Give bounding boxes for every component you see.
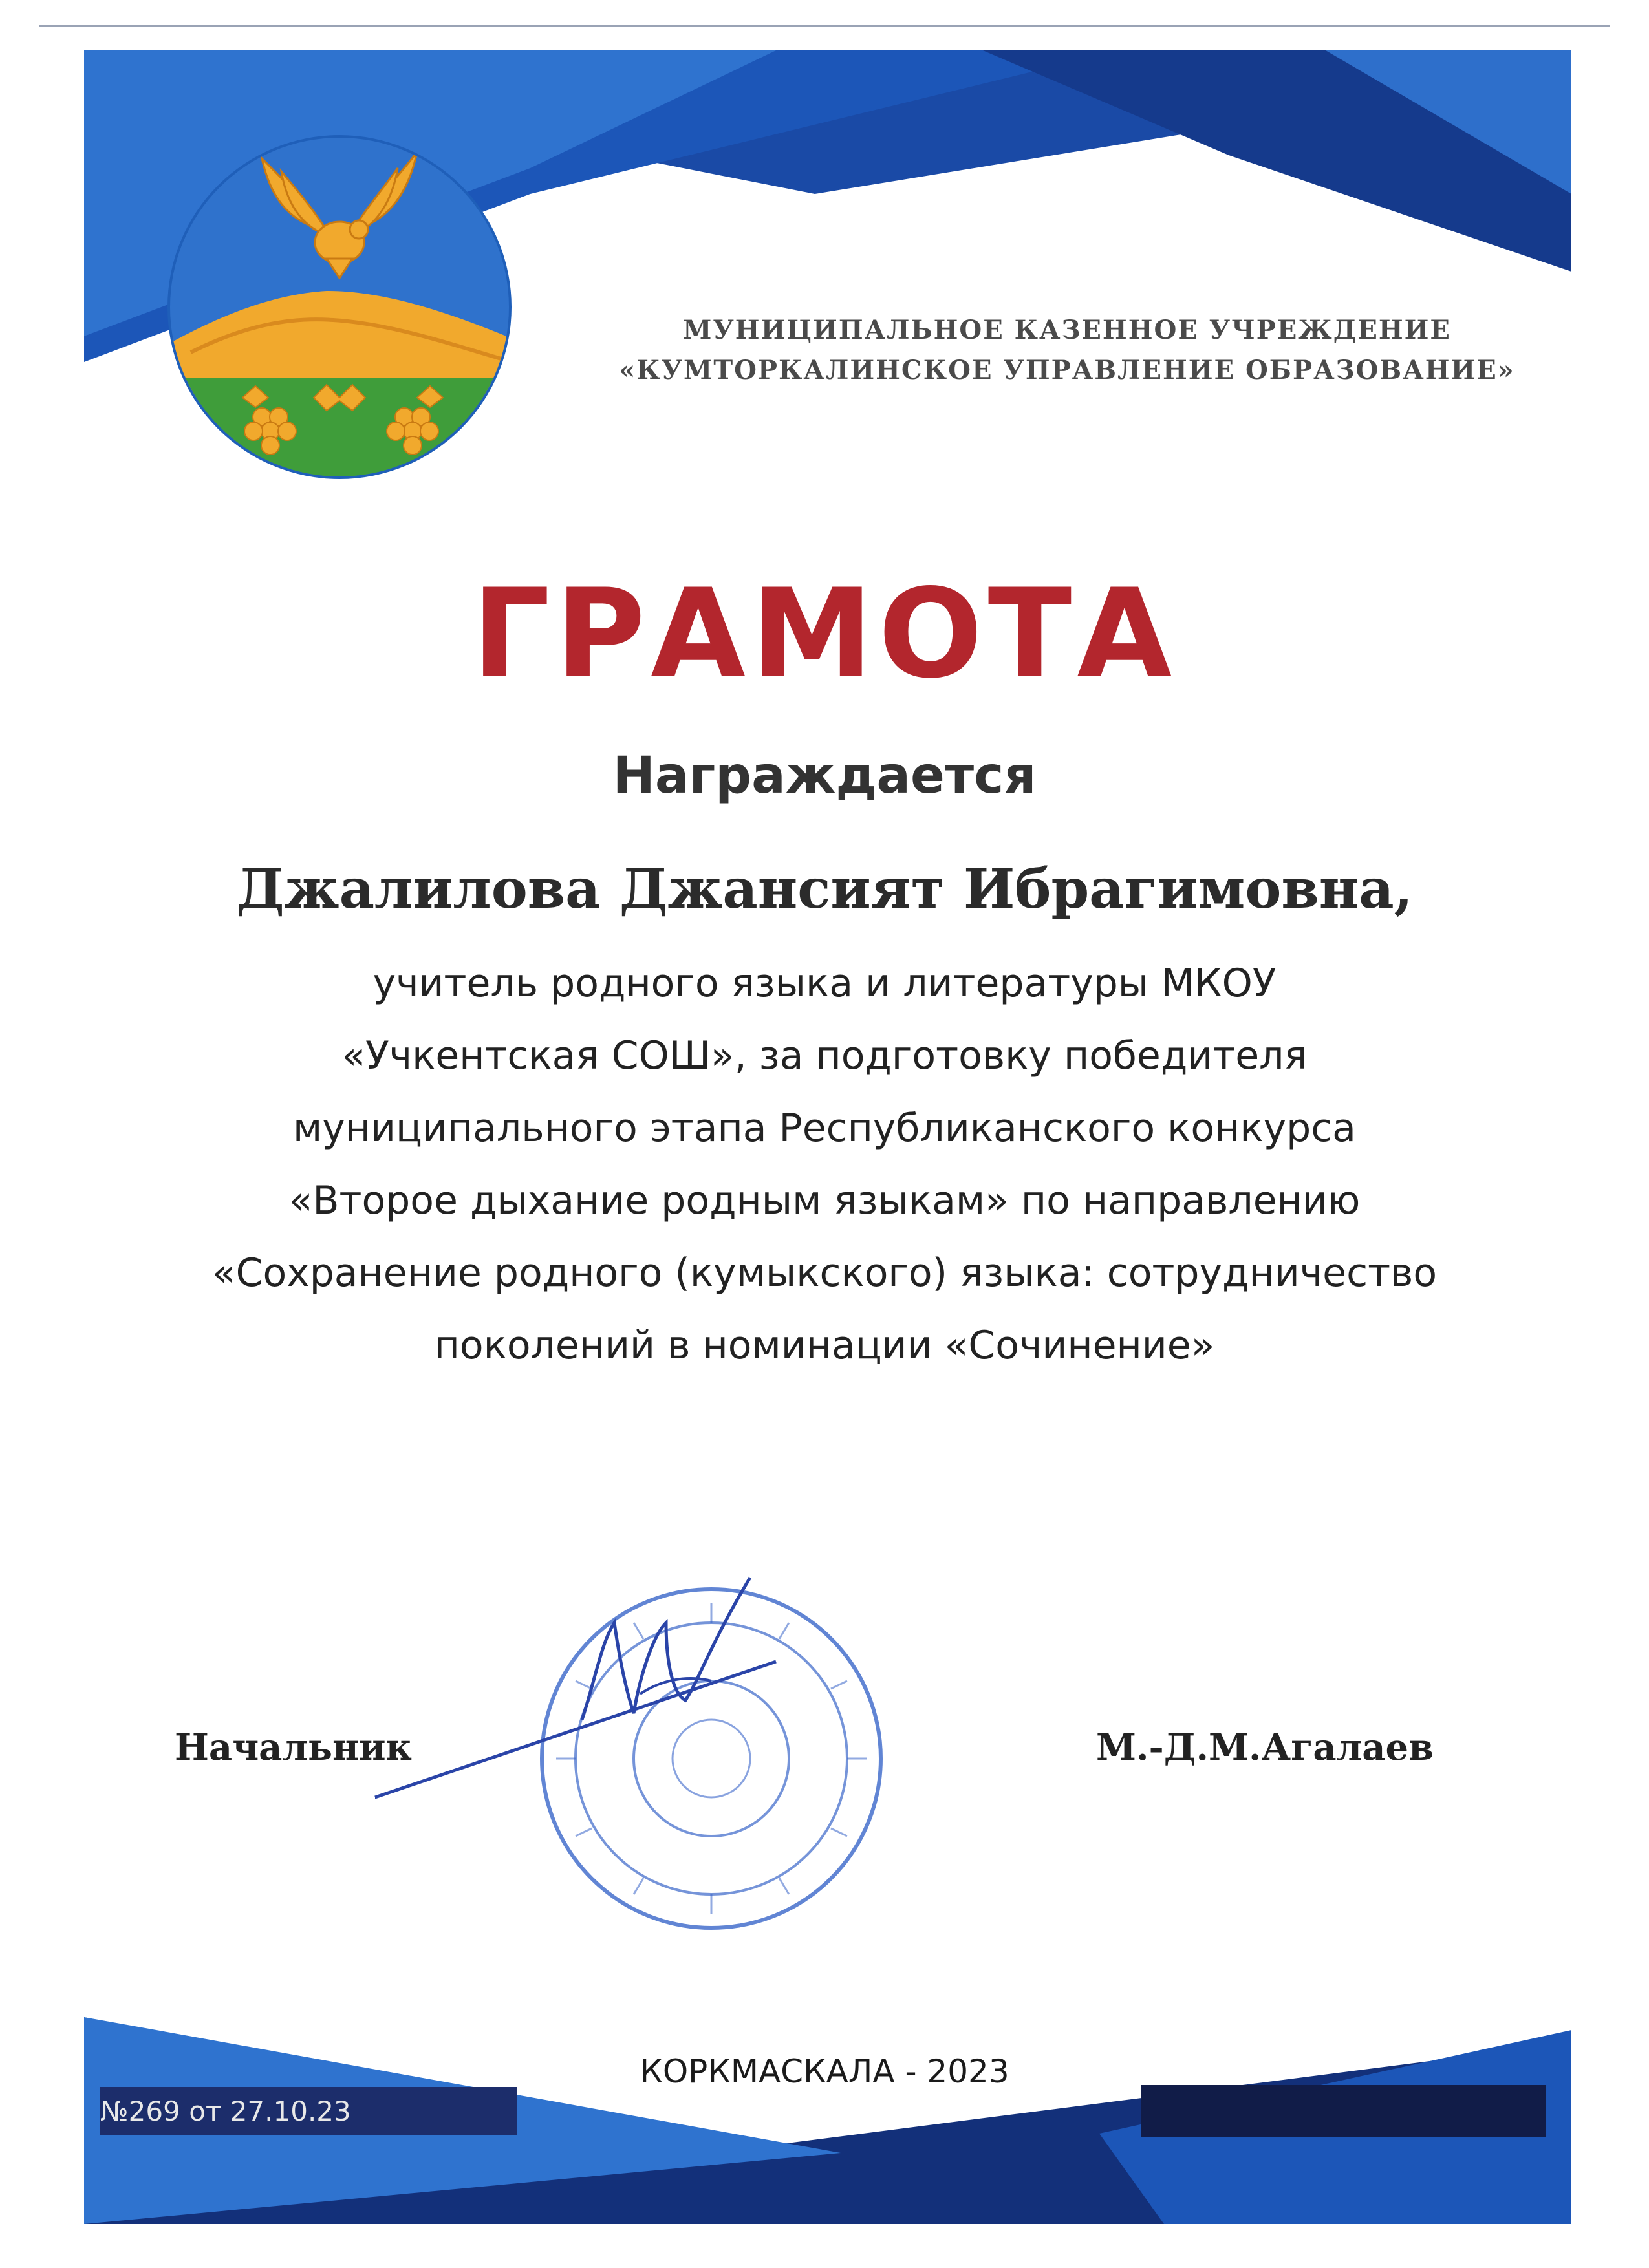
description-line: поколений в номинации «Сочинение» xyxy=(434,1323,1215,1368)
emblem xyxy=(165,133,514,482)
description-line: «Сохранение родного (кумыкского) языка: сотрудничество xyxy=(211,1250,1438,1296)
signatory-name: М.-Д.М.Агалаев xyxy=(1096,1726,1434,1769)
description-line: муниципального этапа Республиканского конкурса xyxy=(293,1106,1356,1151)
certificate-title: ГРАМОТА xyxy=(471,562,1178,705)
registration-number xyxy=(100,2087,517,2135)
organization-header xyxy=(517,310,1617,390)
awarded-label: Награждается xyxy=(612,747,1037,805)
org-line-2: «КУМТОРКАЛИНСКОЕ УПРАВЛЕНИЕ ОБРАЗОВАНИЕ» xyxy=(619,355,1515,385)
description-line: «Учкентская СОШ», за подготовку победителя xyxy=(341,1033,1308,1078)
recipient-name: Джалилова Джансият Ибрагимовна, xyxy=(236,857,1413,921)
footer-dark-box xyxy=(1141,2085,1546,2137)
award-description xyxy=(97,947,1552,1382)
org-line-1: МУНИЦИПАЛЬНОЕ КАЗЕННОЕ УЧРЕЖДЕНИЕ xyxy=(683,315,1451,345)
registration-number-text: №269 от 27.10.23 xyxy=(100,2095,351,2127)
handwritten-signature xyxy=(362,1565,815,1836)
signatory-position: Начальник xyxy=(175,1726,412,1769)
city-year: КОРКМАСКАЛА - 2023 xyxy=(640,2053,1009,2090)
description-line: «Второе дыхание родным языкам» по направлению xyxy=(288,1178,1361,1223)
description-line: учитель родного языка и литературы МКОУ xyxy=(372,961,1277,1006)
